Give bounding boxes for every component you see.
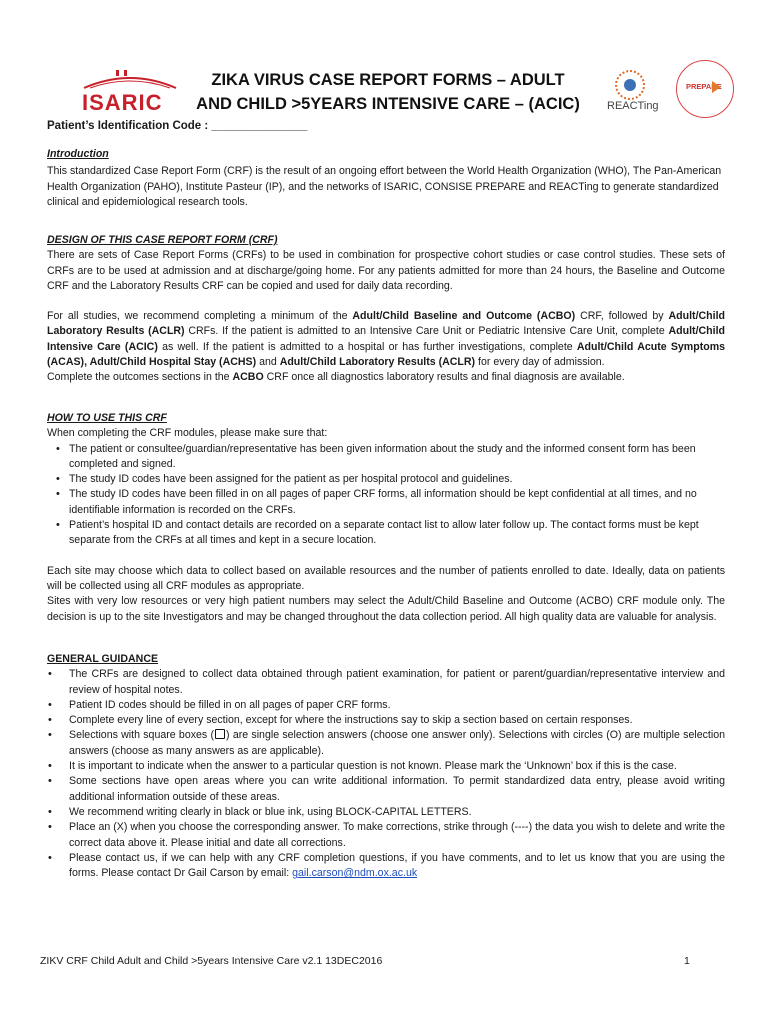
design-paragraph-3: Complete the outcomes sections in the ACBO CRF once all diagnostics laboratory results and final diagnosis are available. (47, 371, 625, 384)
isaric-logo (78, 64, 188, 116)
intro-text: This standardized Case Report Form (CRF) is the result of an ongoing effort between the World Health Organization (WHO), The Pan-American Health Organization (PAHO), Institute Pasteur (IP), and the networks of ISARIC, CONSISE PREPARE and REACTing to generate standardized clinical and epidemiological research tools. (47, 165, 722, 208)
howto-paragraph-2: Sites with very low resources or very high patient numbers may select the Adult/Child Baseline and Outcome (ACBO) CRF module only. The decision is up to the site Investigators and may be changed throughout the data collection period. All high quality data are valuable for analysis. (47, 595, 725, 623)
list-item: • Please contact us, if we can help with any CRF completion questions, if you have comments, and to let us know that you are using the forms. Please contact Dr Gail Carson by email: gail.carson@ndm.ox.ac.uk (47, 851, 725, 882)
patient-id-label: Patient’s Identification Code : _______________ (47, 120, 308, 132)
howto-heading: HOW TO USE THIS CRF (47, 412, 167, 424)
design-paragraph-2: For all studies, we recommend completing a minimum of the Adult/Child Baseline and Outcome (ACBO) CRF, followed by Adult/Child Laboratory Results (ACLR) CRFs. If the patient is admitted to an Intensive Care Unit or Pediatric Intensive Care Unit, complete Adult/Child Intensive Care (ACIC) as well. If the patient is admitted to a hospital or has further investigations, complete Adult/Child Acute Symptoms (ACAS), Adult/Child Hospital Stay (ACHS) and Adult/Child Laboratory Results (ACLR) for every day of admission. (47, 310, 726, 369)
list-item: • It is important to indicate when the answer to a particular question is not known. Please mark the ‘Unknown’ box if this is the case. (47, 759, 725, 774)
howto-list (47, 442, 725, 549)
list-item: • Patient ID codes should be filled in on all pages of paper CRF forms. (47, 698, 725, 713)
list-item: • The CRFs are designed to collect data obtained through patient examination, for patient or parent/guardian/representative interview and review of hospital notes. (47, 667, 725, 698)
list-item: • Patient’s hospital ID and contact details are recorded on a separate contact list to allow later follow up. The contact forms must be kept separate from the CRFs at all times and kept in a secure location. (47, 518, 725, 549)
reacting-circle-icon (615, 70, 645, 100)
design-paragraph-1: There are sets of Case Report Forms (CRFs) to be used in combination for prospective cohort studies or case control studies. These sets of CRFs are to be used at admission and at discharge/going home. For any patients admitted for more than 24 hours, the Baseline and Outcome CRF and the Laboratory Results CRF can be copied and used for daily data recording. (47, 249, 725, 292)
guidance-section (47, 652, 725, 881)
reacting-logo (605, 70, 657, 116)
list-item: • We recommend writing clearly in black or blue ink, using BLOCK-CAPITAL LETTERS. (47, 805, 725, 820)
list-item: • Place an (X) when you choose the corresponding answer. To make corrections, strike through (----) the data you wish to delete and write the correct data above it. Please initial and date all corrections. (47, 820, 725, 851)
isaric-logo-text: ISARIC (82, 90, 163, 115)
page-number: 1 (684, 955, 690, 967)
prepare-logo (676, 60, 736, 120)
reacting-logo-text: REACTing (607, 100, 659, 112)
page-title (188, 68, 588, 116)
list-item: • The study ID codes have been assigned for the patient as per hospital protocol and guidelines. (47, 472, 725, 487)
title-line-1: ZIKA VIRUS CASE REPORT FORMS – ADULT (211, 71, 565, 89)
intro-heading: Introduction (47, 148, 109, 160)
isaric-arc-graphic (80, 66, 180, 92)
contact-email-link[interactable]: gail.carson@ndm.ox.ac.uk (292, 867, 418, 880)
howto-intro: When completing the CRF modules, please make sure that: (47, 427, 328, 440)
page-footer: ZIKV CRF Child Adult and Child >5years Intensive Care v2.1 13DEC2016 (40, 955, 383, 967)
list-item: • Selections with square boxes ( ) are single selection answers (choose one answer only). Selections with circles (O) are multiple selection answers (choose as many answers as are applicable). (47, 728, 725, 759)
design-section (47, 233, 725, 386)
howto-section (47, 411, 725, 625)
list-item: • The patient or consultee/guardian/representative has been given information about the study and the informed consent form has been completed and signed. (47, 442, 725, 473)
prepare-logo-text: PREPARE (686, 82, 722, 91)
prepare-arrow-icon (712, 81, 721, 93)
list-item: • Some sections have open areas where you can write additional information. To permit standardized data entry, please avoid writing additional information outside of these areas. (47, 774, 725, 805)
intro-section (47, 147, 725, 210)
square-box-icon (215, 729, 225, 739)
design-heading: DESIGN OF THIS CASE REPORT FORM (CRF) (47, 234, 278, 246)
guidance-list (47, 667, 725, 881)
guidance-heading: GENERAL GUIDANCE (47, 653, 159, 665)
howto-paragraph-1: Each site may choose which data to collect based on available resources and the number of patients enrolled to date. Ideally, data on patients will be collected using all CRF modules as appropriate. (47, 564, 725, 592)
title-line-2: AND CHILD >5YEARS INTENSIVE CARE – (ACIC) (196, 95, 580, 113)
list-item: • The study ID codes have been filled in on all pages of paper CRF forms, all information should be kept confidential at all times, and no identifiable information is recorded on the CRFs. (47, 487, 725, 518)
list-item: • Complete every line of every section, except for where the instructions say to skip a section based on certain responses. (47, 713, 725, 728)
